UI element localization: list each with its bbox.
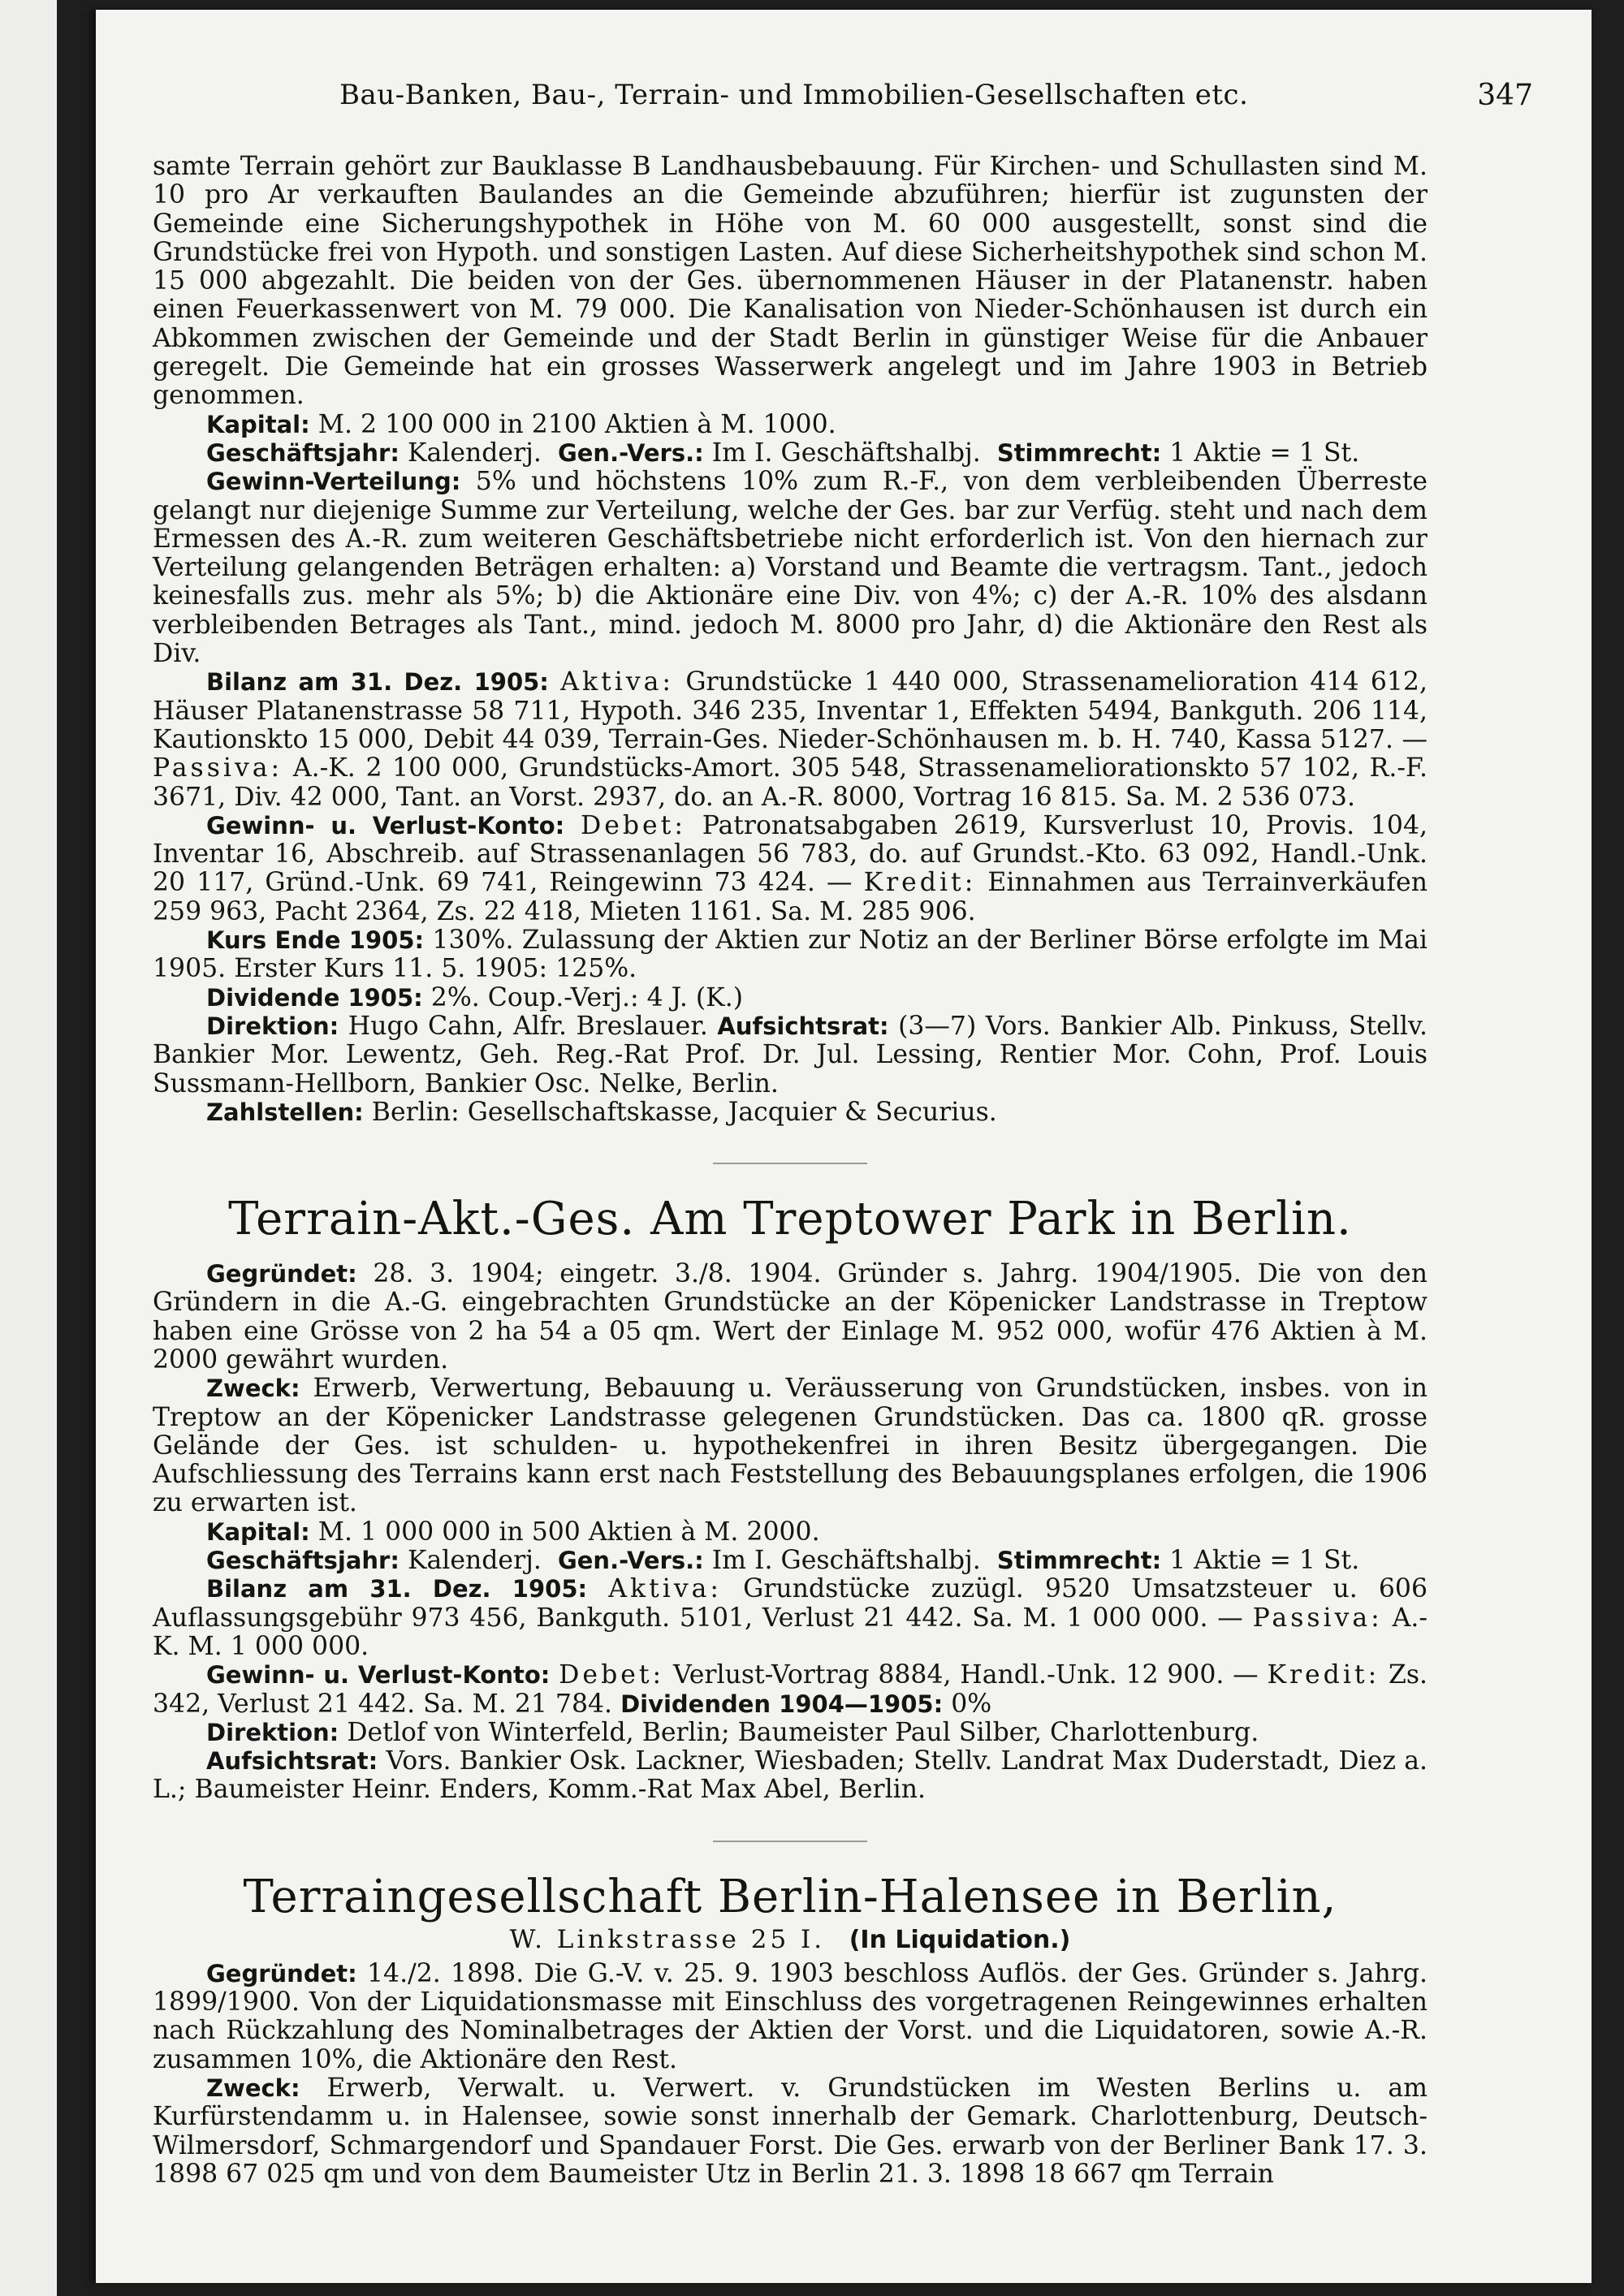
aufsichtsrat-entry bbox=[153, 1747, 1427, 1805]
dir-label: Direktion: bbox=[206, 1718, 339, 1746]
aktiva-text: Grundstücke 1 440 000, Strassenamelioration 414 612, Häuser Platanenstrasse 58 711, Hypoth. 346 235, Inventar 1, Effekten 5494, Bankguth. 206 114, Kautionskto 15 000, Debit 44 039, Terrain-Ges. Nieder-Schönhausen m. b. H. 740, Kassa 5127. — bbox=[153, 667, 1427, 754]
debet-word: Debet: bbox=[559, 1660, 665, 1690]
passiva-text: A.-K. 2 100 000, Grundstücks-Amort. 305 548, Strassenameliorationskto 57 102, R.-F. 3671, Div. 42 000, Tant. an Vorst. 2937, do. an A.-R. 8000, Vortrag 16 815. Sa. M. 2 536 073. bbox=[153, 753, 1428, 812]
company-heading-halensee: Terraingesellschaft Berlin-Halensee in Berlin, bbox=[243, 1870, 1337, 1923]
zahl-text: Berlin: Gesellschaftskasse, Jacquier & Securius. bbox=[371, 1097, 997, 1127]
passiva-word: Passiva: bbox=[1252, 1603, 1383, 1633]
div-label: Dividenden 1904—1905: bbox=[620, 1690, 944, 1718]
zahlstellen-entry bbox=[153, 1098, 1427, 1127]
company-address bbox=[153, 1925, 1427, 1955]
gv-text: Im I. Geschäftshalbj. bbox=[711, 1546, 981, 1576]
bilanz-entry bbox=[153, 668, 1427, 811]
gegr-text: 14./2. 1898. Die G.-V. v. 25. 9. 1903 beschloss Auflös. der Ges. Gründer s. Jahrg. 1899/1900. Von der Liquidationsmasse mit Einschluss des vorgetragenen Reingewinnes erhalten nach Rückzahlung des Nominalbetrages der Aktien der Vorst. und die Liquidatoren, sowie A.-R. zusammen 10%, die Aktionäre den Rest. bbox=[153, 1958, 1428, 2074]
zweck-label: Zweck: bbox=[206, 1375, 300, 1403]
debet-word: Debet: bbox=[580, 810, 686, 840]
kapital-entry bbox=[153, 1518, 1427, 1547]
kapital-text: M. 2 100 000 in 2100 Aktien à M. 1000. bbox=[317, 409, 836, 439]
continuation-paragraph: samte Terrain gehört zur Bauklasse B Landhausbebauung. Für Kirchen- und Schullasten sind M. 10 pro Ar verkauften Baulandes an die Gemeinde abzuführen; hierfür ist zugunsten der Gemeinde eine Sicherungshypothek in Höhe von M. 60 000 ausgestellt, sonst sind die Grundstücke frei von Hypoth. und sonstigen Lasten. Auf diese Sicherheitshypothek sind schon M. 15 000 abgezahlt. Die beiden von der Ges. übernommenen Häuser in der Platanenstr. haben einen Feuerkassenwert von M. 79 000. Die Kanalisation von Nieder-Schönhausen ist durch ein Abkommen zwischen der Gemeinde und der Stadt Berlin in günstiger Weise für die Anbauer geregelt. Die Gemeinde hat ein grosses Wasserwerk angelegt und im Jahre 1903 in Betrieb genommen. bbox=[153, 152, 1427, 411]
kurs-entry bbox=[153, 926, 1427, 984]
gegr-text: 28. 3. 1904; eingetr. 3./8. 1904. Gründer s. Jahrg. 1904/1905. Die von den Gründern in die A.-G. eingebrachten Grundstücke an der Köpenicker Landstrasse in Treptow haben eine Grösse von 2 ha 54 a 05 qm. Wert der Einlage M. 952 000, wofür 476 Aktien à M. 2000 gewährt wurden. bbox=[153, 1259, 1427, 1375]
aktiva-text: Grundstücke zuzügl. 9520 Umsatzsteuer u. 606 Auflassungsgebühr 973 456, Bankguth. 5101, Verlust 21 442. Sa. M. 1 000 000. — bbox=[153, 1574, 1428, 1633]
dir-label: Direktion: bbox=[206, 1012, 339, 1040]
guv-entry bbox=[153, 1661, 1427, 1719]
gv-label: Gen.-Vers.: bbox=[557, 1547, 704, 1575]
document-page bbox=[96, 10, 1592, 2283]
kurs-label: Kurs Ende 1905: bbox=[206, 926, 425, 955]
gj-text: Kalenderj. bbox=[407, 1546, 542, 1576]
guv-label: Gewinn- u. Verlust-Konto: bbox=[206, 811, 565, 839]
bilanz-label: Bilanz am 31. Dez. 1905: bbox=[206, 668, 549, 697]
geschaeftsjahr-entry bbox=[153, 1547, 1427, 1575]
kredit-word: Kredit: bbox=[863, 868, 977, 898]
zweck-entry bbox=[153, 2074, 1427, 2189]
gegr-label: Gegründet: bbox=[206, 1260, 357, 1288]
gv-text: Im I. Geschäftshalbj. bbox=[711, 438, 981, 468]
dividende-entry bbox=[153, 984, 1427, 1012]
section-divider bbox=[713, 1841, 867, 1842]
address-text: W. Linkstrasse 25 I. bbox=[509, 1924, 826, 1954]
guv-label: Gewinn- u. Verlust-Konto: bbox=[206, 1661, 551, 1690]
sr-label: Stimmrecht: bbox=[996, 438, 1162, 467]
gv-label: Gen.-Vers.: bbox=[557, 438, 704, 467]
debet-text: Patronatsabgaben 2619, Kursverlust 10, Provis. 104, Inventar 16, Abschreib. auf Strassenanlagen 56 783, do. auf Grundst.-Kto. 63 092, Handl.-Unk. 20 117, Gründ.-Unk. 69 741, Reingewinn 73 424. — bbox=[153, 810, 1428, 898]
kredit-word: Kredit: bbox=[1267, 1660, 1380, 1690]
bilanz-entry bbox=[153, 1575, 1427, 1661]
aktiva-word: Aktiva: bbox=[608, 1574, 723, 1604]
gegr-label: Gegründet: bbox=[206, 1959, 357, 1987]
debet-text: Verlust-Vortrag 8884, Handl.-Unk. 12 900. — bbox=[672, 1660, 1259, 1690]
sr-label: Stimmrecht: bbox=[996, 1547, 1162, 1575]
direktion-entry bbox=[153, 1719, 1427, 1747]
gegruendet-entry bbox=[153, 1260, 1427, 1375]
zweck-text: Erwerb, Verwertung, Bebauung u. Veräusserung von Grundstücken, insbes. von in Treptow an der Köpenicker Landstrasse gelegenen Grundstücken. Das ca. 1800 qR. grosse Gelände der Ges. ist schulden- u. hypothekenfrei in ihren Besitz übergegangen. Die Aufschliessung des Terrains kann erst nach Feststellung des Bebauungsplanes erfolgen, die 1906 zu erwarten ist. bbox=[153, 1374, 1427, 1518]
previous-page-edge bbox=[0, 0, 57, 2296]
zweck-entry bbox=[153, 1375, 1427, 1517]
kapital-text: M. 1 000 000 in 500 Aktien à M. 2000. bbox=[317, 1517, 820, 1547]
liquidation-label: (In Liquidation.) bbox=[849, 1925, 1071, 1954]
gj-text: Kalenderj. bbox=[407, 438, 542, 468]
div-text: 0% bbox=[951, 1689, 992, 1719]
company-heading-treptow: Terrain-Akt.-Ges. Am Treptower Park in Berlin. bbox=[228, 1193, 1352, 1246]
passiva-word: Passiva: bbox=[153, 753, 283, 783]
dir-text: Hugo Cahn, Alfr. Breslauer. bbox=[348, 1011, 708, 1041]
kredit-text: Zs. 342, Verlust 21 442. Sa. M. 21 784. bbox=[153, 1660, 1428, 1719]
kapital-label: Kapital: bbox=[206, 1517, 310, 1546]
sr-text: 1 Aktie = 1 St. bbox=[1169, 438, 1360, 468]
kapital-entry bbox=[153, 411, 1427, 439]
ar-text: (3—7) Vors. Bankier Alb. Pinkuss, Stellv. Bankier Mor. Lewentz, Geh. Reg.-Rat Prof. Dr. Jul. Lessing, Rentier Mor. Cohn, Prof. Louis Sussmann-Hellborn, Bankier Osc. Nelke, Berlin. bbox=[153, 1011, 1428, 1098]
ar-label: Aufsichtsrat: bbox=[717, 1012, 889, 1040]
gj-label: Geschäftsjahr: bbox=[206, 438, 400, 467]
gewinn-label: Gewinn-Verteilung: bbox=[206, 468, 461, 496]
kredit-text: Einnahmen aus Terrainverkäufen 259 963, Pacht 2364, Zs. 22 418, Mieten 1161. Sa. M. 285 906. bbox=[153, 868, 1427, 926]
bilanz-label: Bilanz am 31. Dez. 1905: bbox=[206, 1575, 588, 1603]
div-label: Dividende 1905: bbox=[206, 983, 423, 1012]
gewinn-verteilung-entry bbox=[153, 468, 1427, 668]
gewinn-text: 5% und höchstens 10% zum R.-F., von dem verbleibenden Überreste gelangt nur diejenige Summe zur Verteilung, welche der Ges. bar zur Verfüg. steht und nach dem Ermessen des A.-R. zum weiteren Geschäftsbetriebe nicht erforderlich ist. Von den hiernach zur Verteilung gelangenden Beträgen erhalten: a) Vorstand und Beamte die vertragsm. Tant., jedoch keinesfalls zus. mehr als 5%; b) die Aktionäre eine Div. von 4%; c) der A.-R. 10% des alsdann verbleibenden Betrages als Tant., mind. jedoch M. 8000 pro Jahr, d) die Aktionäre den Rest als Div. bbox=[153, 467, 1427, 669]
aktiva-word: Aktiva: bbox=[560, 667, 675, 697]
zahl-label: Zahlstellen: bbox=[206, 1098, 364, 1126]
running-header bbox=[339, 79, 1533, 112]
kurs-text: 130%. Zulassung der Aktien zur Notiz an der Berliner Börse erfolgte im Mai 1905. Erster Kurs 11. 5. 1905: 125%. bbox=[153, 926, 1427, 984]
running-title: Bau-Banken, Bau-, Terrain- und Immobilien-Gesellschaften etc. bbox=[339, 79, 1249, 111]
gj-label: Geschäftsjahr: bbox=[206, 1547, 400, 1575]
ar-text: Vors. Bankier Osk. Lackner, Wiesbaden; Stellv. Landrat Max Duderstadt, Diez a. L.; Baumeister Heinr. Enders, Komm.-Rat Max Abel, Berlin. bbox=[153, 1746, 1427, 1805]
dir-text: Detlof von Winterfeld, Berlin; Baumeister Paul Silber, Charlottenburg. bbox=[347, 1717, 1259, 1747]
zweck-text: Erwerb, Verwalt. u. Verwert. v. Grundstücken im Westen Berlins u. am Kurfürstendamm u. in Halensee, sowie sonst innerhalb der Gemark. Charlottenburg, Deutsch-Wilmersdorf, Schmargendorf und Spandauer Forst. Die Ges. erwarb von der Berliner Bank 17. 3. 1898 67 025 qm und von dem Baumeister Utz in Berlin 21. 3. 1898 18 667 qm Terrain bbox=[153, 2073, 1427, 2189]
div-text: 2%. Coup.-Verj.: 4 J. (K.) bbox=[430, 982, 744, 1012]
direktion-entry bbox=[153, 1012, 1427, 1098]
gegruendet-entry bbox=[153, 1960, 1427, 2074]
ar-label: Aufsichtsrat: bbox=[206, 1747, 378, 1776]
page-body bbox=[153, 153, 1427, 2189]
passiva-text: A.-K. M. 1 000 000. bbox=[153, 1603, 1428, 1661]
guv-entry bbox=[153, 812, 1427, 926]
section-divider bbox=[713, 1163, 867, 1164]
page-number: 347 bbox=[1477, 79, 1533, 112]
geschaeftsjahr-entry bbox=[153, 439, 1427, 468]
sr-text: 1 Aktie = 1 St. bbox=[1169, 1546, 1360, 1576]
zweck-label: Zweck: bbox=[206, 2074, 300, 2102]
kapital-label: Kapital: bbox=[206, 410, 310, 438]
